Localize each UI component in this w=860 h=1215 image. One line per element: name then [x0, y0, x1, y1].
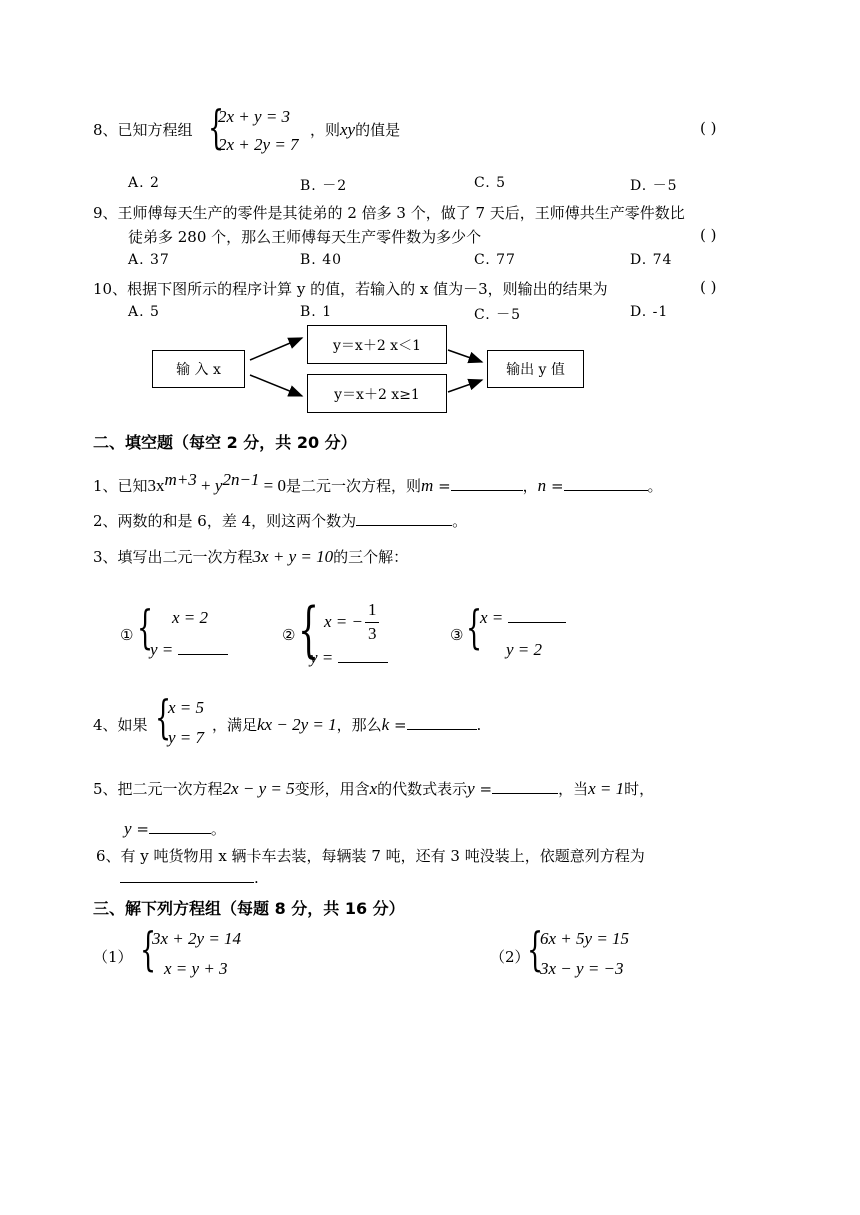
- fill-5-line2: y = 。: [124, 819, 226, 838]
- fill-1: 1、已知$3x^{m+3} + y^{2n-1} = 0$是二元一次方程，则m = ，n = 。: [93, 470, 663, 495]
- solution-2-frac-bar: [365, 622, 379, 623]
- fill-6-line1: 6、有 y 吨货物用 x 辆卡车去装，每辆装 7 吨，还有 3 吨没装上，依题意列方程为: [96, 847, 645, 865]
- q10-option-c: C. －5: [474, 307, 522, 323]
- problem-1-eq1: 3x + 2y = 14: [152, 929, 242, 948]
- section3-title: 三、解下列方程组（每题 8 分，共 16 分）: [93, 899, 405, 918]
- solution-3-y: y = 2: [506, 640, 543, 659]
- q9-answer-paren: ( ): [700, 226, 717, 244]
- answer-blank-equation[interactable]: [120, 868, 254, 883]
- section2-title: 二、填空题（每空 2 分，共 20 分）: [93, 433, 357, 452]
- fill-4-rest: ，满足kx − 2y = 1，那么k = .: [212, 715, 482, 734]
- q8-option-a: A. 2: [128, 175, 160, 191]
- problem-1-label: （1）: [93, 948, 133, 966]
- problem-2-eq2: 3x − y = −3: [540, 959, 624, 978]
- solution-2-y: y =: [310, 648, 388, 668]
- q10-option-b: B. 1: [300, 304, 333, 320]
- flow-input-box: 输 入 x: [152, 350, 245, 388]
- solution-2-mark: ②: [282, 626, 296, 644]
- q8-answer-paren: ( ): [700, 119, 717, 137]
- flow-arrows: [0, 0, 860, 430]
- flow-output-box: 输出 y 值: [487, 350, 584, 388]
- problem-2-eq1: 6x + 5y = 15: [540, 929, 630, 948]
- q10-option-a: A. 5: [128, 304, 160, 320]
- fill-4-pre: 4、如果: [93, 716, 148, 734]
- flow-upper-box: y＝x＋2 x＜1: [307, 325, 447, 364]
- q10-answer-paren: ( ): [700, 278, 717, 296]
- problem-2-brace: {: [527, 922, 544, 976]
- solution-3-mark: ③: [450, 626, 464, 644]
- answer-blank-numbers[interactable]: [356, 511, 452, 526]
- fill-2: 2、两数的和是 6，差 4，则这两个数为 。: [93, 512, 468, 530]
- q8-number: 8、已知方程组: [93, 121, 193, 139]
- solution-1-y: y =: [150, 640, 228, 660]
- q9-line2: 徒弟多 280 个，那么王师傅每天生产零件数为多少个: [128, 228, 482, 246]
- problem-1-eq2: x = y + 3: [164, 959, 228, 978]
- fill-3: 3、填写出二元一次方程3x + y = 10的三个解：: [93, 547, 409, 566]
- problem-2-label: （2）: [490, 948, 530, 966]
- fill-4-y: y = 7: [168, 728, 205, 747]
- q8-eq2: 2x + 2y = 7: [218, 135, 299, 154]
- answer-blank-y-expr[interactable]: [492, 779, 558, 794]
- fill-4-x: x = 5: [168, 698, 205, 717]
- answer-blank-y2[interactable]: [338, 648, 388, 663]
- q10-text: 10、根据下图所示的程序计算 y 的值，若输入的 x 值为－3，则输出的结果为: [93, 280, 608, 298]
- answer-blank-n[interactable]: [564, 476, 648, 491]
- answer-blank-y-value[interactable]: [149, 819, 211, 834]
- fill-5-line1: 5、把二元一次方程2x − y = 5变形，用含x的代数式表示y = ，当x = 1时，: [93, 779, 655, 798]
- q9-line1: 9、王师傅每天生产的零件是其徒弟的 2 倍多 3 个，做了 7 天后，王师傅共生产零件数比: [93, 204, 685, 222]
- solution-2-frac-den: 3: [368, 624, 377, 643]
- q9-option-a: A. 37: [128, 252, 170, 268]
- q9-option-b: B. 40: [300, 252, 343, 268]
- solution-2-brace: {: [298, 595, 320, 665]
- answer-blank-k[interactable]: [407, 715, 477, 730]
- solution-2-frac-num: 1: [368, 600, 377, 619]
- solution-2-x: x = −: [324, 612, 363, 631]
- fill-4-brace: {: [155, 690, 172, 744]
- q8-tail: ，则xy的值是: [310, 120, 401, 139]
- q8-option-d: D. －5: [630, 178, 678, 194]
- flow-lower-box: y＝x＋2 x≥1: [307, 374, 447, 413]
- q8-option-c: C. 5: [474, 175, 507, 191]
- solution-1-brace: {: [137, 600, 154, 654]
- solution-1-x: x = 2: [172, 608, 209, 627]
- q9-option-c: C. 77: [474, 252, 516, 268]
- solution-1-mark: ①: [120, 626, 134, 644]
- answer-blank-y1[interactable]: [178, 640, 228, 655]
- q8-eq1: 2x + y = 3: [218, 107, 291, 126]
- problem-1-brace: {: [140, 922, 157, 976]
- solution-3-x: x =: [480, 608, 566, 628]
- fill-6-line2: .: [120, 868, 259, 887]
- q8-brace: {: [208, 100, 225, 154]
- answer-blank-m[interactable]: [451, 476, 523, 491]
- solution-3-brace: {: [466, 600, 483, 654]
- q9-option-d: D. 74: [630, 252, 673, 268]
- q10-option-d: D. -1: [630, 304, 669, 320]
- answer-blank-x3[interactable]: [508, 608, 566, 623]
- q8-option-b: B. －2: [300, 178, 348, 194]
